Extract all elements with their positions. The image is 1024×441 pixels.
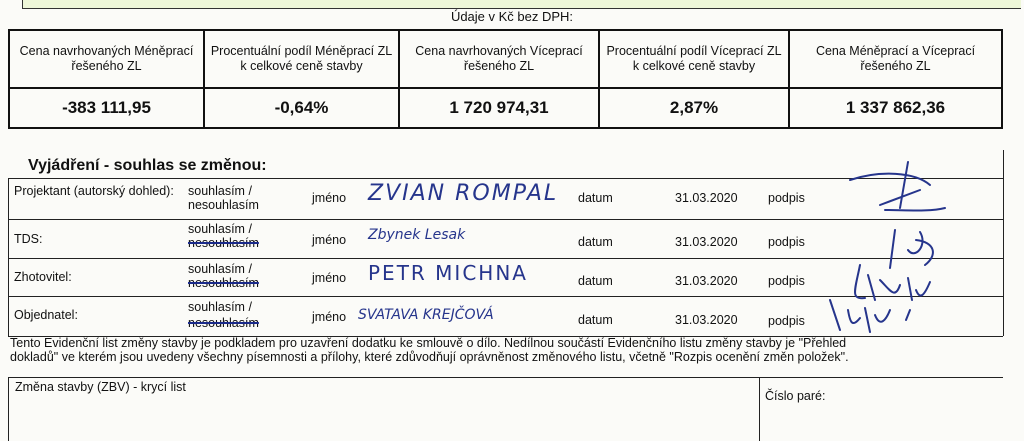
role-label: Projektant (autorský dohled): [14, 184, 174, 198]
date-value: 31.03.2020 [675, 191, 738, 205]
name-value-handwritten: Zbynek Lesak [368, 227, 466, 243]
signature-label: podpis [768, 314, 805, 328]
header-podil-viceprace: Procentuální podíl Víceprací ZL k celkové ceně stavby [599, 30, 789, 88]
name-label: jméno [312, 310, 347, 324]
role-label: TDS: [14, 232, 43, 246]
header-cena-meneprace: Cena navrhovaných Méněprací řešeného ZL [9, 30, 204, 88]
date-label: datum [578, 235, 613, 249]
signature-objednatel [830, 300, 910, 332]
signature-tds [890, 230, 933, 268]
zbv-label: Změna stavby (ZBV) - krycí list [15, 380, 186, 394]
date-label: datum [578, 191, 613, 205]
note-line-2: dokladů" ve kterém jsou uvedeny všechny písemnosti a přílohy, které zdůvodňují oprávněnost změnového listu, včetně "Rozpis ocenění změn položek". [10, 349, 849, 364]
name-label: jméno [312, 271, 347, 285]
cislo-pare-label: Číslo paré: [765, 389, 826, 403]
signature-label: podpis [768, 274, 805, 288]
disagree-option-struck[interactable]: nesouhlasím [188, 316, 259, 330]
value-podil-meneprace: -0,64% [204, 88, 399, 128]
name-label: jméno [312, 191, 347, 205]
name-label: jméno [312, 233, 347, 247]
name-value-handwritten: SVATAVA KREJČOVÁ [358, 307, 494, 323]
signature-zhotovitel [855, 265, 930, 300]
agree-option[interactable]: souhlasím / [188, 222, 252, 236]
header-cena-celkem: Cena Méněprací a Víceprací řešeného ZL [789, 30, 1002, 88]
frame-right-line [1003, 150, 1004, 336]
value-cena-celkem: 1 337 862,36 [789, 88, 1002, 128]
name-value-handwritten: PETR MICHNA [368, 261, 528, 285]
top-band [22, 0, 1021, 9]
handwritten-signatures [820, 150, 1000, 340]
bottom-divider [759, 377, 760, 441]
signature-label: podpis [768, 235, 805, 249]
date-label: datum [578, 313, 613, 327]
date-value: 31.03.2020 [675, 235, 738, 249]
date-label: datum [578, 274, 613, 288]
header-cena-viceprace: Cena navrhovaných Víceprací řešeného ZL [399, 30, 599, 88]
signature-label: podpis [768, 191, 805, 205]
role-label: Objednatel: [14, 308, 78, 322]
header-podil-meneprace: Procentuální podíl Méněprací ZL k celkové ceně stavby [204, 30, 399, 88]
agree-option[interactable]: souhlasím / [188, 300, 252, 314]
evidence-note [8, 336, 1003, 378]
agree-option[interactable]: souhlasím / [188, 262, 252, 276]
date-value: 31.03.2020 [675, 313, 738, 327]
signature-projektant [850, 162, 945, 211]
name-value-handwritten: ZVIAN ROMPAL [368, 181, 559, 206]
section-title: Vyjádření - souhlas se změnou: [28, 157, 267, 174]
value-cena-viceprace: 1 720 974,31 [399, 88, 599, 128]
date-value: 31.03.2020 [675, 274, 738, 288]
summary-value-row [9, 88, 1002, 128]
agree-option[interactable]: souhlasím / [188, 184, 252, 198]
disagree-option-struck[interactable]: nesouhlasím [188, 236, 259, 250]
bottom-section [8, 377, 1004, 441]
disagree-option[interactable]: nesouhlasím [188, 198, 259, 212]
summary-table [8, 29, 1003, 129]
value-cena-meneprace: -383 111,95 [9, 88, 204, 128]
summary-header-row [9, 30, 1002, 88]
units-label: Údaje v Kč bez DPH: [450, 9, 574, 24]
disagree-option-struck[interactable]: nesouhlasím [188, 276, 259, 290]
note-line-1: Tento Evidenční list změny stavby je podkladem pro uzavření dodatku ke smlouvě o dílo. Nedílnou součástí Evidenčního listu změny stavby je "Přehled [10, 336, 847, 350]
value-podil-viceprace: 2,87% [599, 88, 789, 128]
role-label: Zhotovitel: [14, 270, 72, 284]
